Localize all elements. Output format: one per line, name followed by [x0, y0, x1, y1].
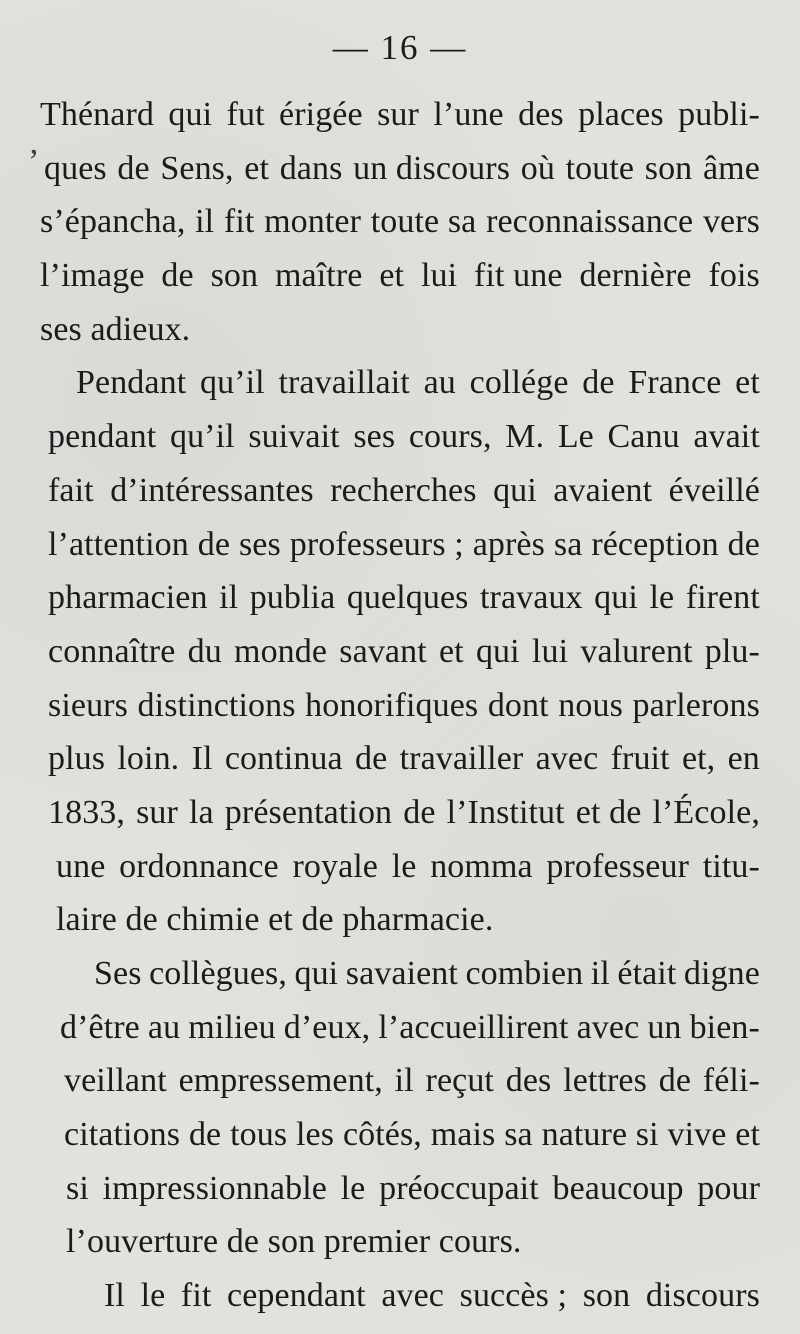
- text-line-9-word-8: de: [727, 525, 760, 563]
- text-line-15-word-6: professeur: [546, 847, 690, 885]
- text-line-13-word-1: plus: [48, 740, 106, 778]
- text-line-5-word-1: ses adieux.: [40, 310, 191, 348]
- text-line-3-word-1: s’épancha,: [40, 203, 186, 241]
- line-4: [40, 249, 760, 303]
- text-line-23-word-3: fit: [180, 1277, 212, 1315]
- page-number: — 16 —: [332, 28, 468, 67]
- text-line-10-word-4: quelques: [346, 579, 469, 617]
- text-line-14-word-8: l’École,: [652, 793, 760, 831]
- text-line-15-word-4: le: [391, 847, 417, 885]
- line-16: [40, 893, 760, 947]
- text-line-18-word-7: un: [647, 1008, 682, 1046]
- text-line-3-word-5: toute sa: [370, 203, 477, 241]
- text-line-13-word-6: travailler: [399, 740, 524, 778]
- text-line-4-word-5: et: [379, 257, 405, 295]
- text-line-21-word-2: impressionnable: [102, 1169, 327, 1207]
- text-line-4-word-7: fit une: [474, 257, 563, 295]
- text-line-23-word-5: avec: [381, 1277, 445, 1315]
- text-line-1-word-3: fut: [226, 96, 265, 133]
- text-line-17-word-2: collègues,: [149, 955, 287, 992]
- line-21: [40, 1162, 760, 1216]
- text-line-20-word-5: côtés,: [342, 1116, 422, 1154]
- text-line-4-word-3: son: [210, 257, 259, 295]
- text-line-20-word-10: et: [735, 1116, 760, 1154]
- text-line-11-word-6: qui: [475, 632, 520, 670]
- text-line-13-word-4: continua: [224, 740, 343, 778]
- text-line-21-word-3: le: [340, 1169, 366, 1207]
- text-line-12-word-1: sieurs: [48, 686, 128, 724]
- line-1: [40, 88, 760, 142]
- text-line-13-word-8: fruit: [610, 740, 670, 778]
- text-line-13-word-10: en: [727, 740, 760, 778]
- text-line-2-word-2: de: [117, 149, 150, 187]
- text-line-16-word-1: laire de chimie et de pharmacie.: [56, 901, 494, 939]
- text-line-6-word-8: et: [735, 364, 760, 402]
- line-18: [40, 1001, 760, 1055]
- text-line-6-word-2: qu’il: [200, 364, 265, 402]
- line-22: [40, 1215, 760, 1269]
- line-8: [40, 464, 760, 518]
- text-line-2-word-1: ques: [44, 149, 107, 187]
- text-line-21-word-5: beaucoup: [552, 1169, 684, 1207]
- line-7: [40, 410, 760, 464]
- line-14: [40, 786, 760, 840]
- text-line-19-word-8: féli-: [702, 1062, 760, 1100]
- text-line-22-word-1: l’ouverture de son premier cours.: [66, 1223, 522, 1261]
- text-line-10-word-2: il: [219, 579, 239, 617]
- text-line-17-word-8: digne: [683, 955, 760, 992]
- text-line-19-word-5: des: [505, 1062, 552, 1100]
- line-23: [40, 1269, 760, 1323]
- text-line-18-word-4: d’eux,: [283, 1008, 371, 1046]
- text-line-2-word-4: et: [244, 149, 270, 187]
- text-line-11-word-4: savant: [339, 632, 427, 670]
- text-line-1-word-6: l’une: [433, 96, 504, 133]
- text-line-17-word-7: était: [617, 955, 677, 992]
- text-line-15-word-5: nomma: [430, 847, 533, 885]
- text-line-17-word-3: qui: [294, 955, 339, 992]
- line-10: [40, 571, 760, 625]
- text-line-14-word-2: sur: [136, 793, 178, 831]
- text-line-1-word-1: Thénard: [40, 96, 154, 133]
- text-line-19-word-3: il: [394, 1062, 414, 1100]
- text-line-9-word-2: de: [197, 525, 231, 563]
- text-line-18-word-3: milieu: [188, 1008, 276, 1046]
- text-line-13-word-2: loin.: [117, 740, 180, 778]
- line-13: [40, 732, 760, 786]
- text-line-19-word-7: de: [658, 1062, 692, 1100]
- text-line-6-word-4: au: [423, 364, 456, 402]
- text-line-4-word-1: l’image: [40, 257, 145, 295]
- text-line-11-word-3: monde: [234, 632, 328, 670]
- text-line-1-word-9: publi-: [678, 96, 760, 133]
- text-line-14-word-3: la: [188, 793, 214, 831]
- text-line-11-word-9: plu-: [704, 632, 760, 670]
- text-line-20-word-6: mais: [430, 1116, 496, 1154]
- line-5: [40, 303, 760, 357]
- text-line-12-word-3: honorifiques: [305, 686, 479, 724]
- text-line-9-word-1: l’attention: [48, 525, 189, 563]
- text-line-12-word-2: distinctions: [137, 686, 296, 724]
- text-line-1-word-2: qui: [168, 96, 213, 133]
- text-line-4-word-8: dernière: [579, 257, 692, 295]
- text-line-7-word-4: ses: [353, 418, 396, 456]
- text-line-6-word-1: Pendant: [76, 364, 187, 402]
- text-line-2-word-8: toute: [565, 149, 635, 187]
- text-line-13-word-9: et,: [681, 740, 716, 778]
- text-line-2-word-3: Sens,: [160, 149, 234, 187]
- text-line-6-word-5: collége: [469, 364, 569, 402]
- line-19: [40, 1054, 760, 1108]
- text-line-7-word-3: suivait: [248, 418, 340, 456]
- line-15: [40, 840, 760, 894]
- line-2: [40, 142, 760, 196]
- text-line-23-word-1: Il: [104, 1277, 125, 1315]
- text-line-12-word-5: nous: [558, 686, 623, 724]
- text-line-19-word-6: lettres: [563, 1062, 647, 1100]
- text-line-3-word-6: reconnaissance: [486, 203, 694, 241]
- text-line-9-word-5: après: [472, 525, 545, 563]
- line-3: [40, 195, 760, 249]
- text-line-3-word-3: fit: [223, 203, 255, 241]
- text-line-7-word-6: M.: [505, 418, 545, 456]
- text-line-7-word-9: avait: [693, 418, 760, 456]
- text-line-8-word-4: qui: [493, 471, 537, 509]
- text-line-3-word-2: il: [195, 203, 215, 241]
- text-line-1-word-8: places: [578, 96, 664, 133]
- text-line-20-word-1: citations: [64, 1116, 181, 1154]
- text-line-4-word-9: fois: [708, 257, 760, 295]
- text-line-10-word-6: qui: [594, 579, 638, 617]
- body-text: [40, 88, 760, 1323]
- text-line-20-word-8: nature si: [541, 1116, 659, 1154]
- text-line-19-word-1: veillant: [64, 1062, 167, 1100]
- text-line-15-word-1: une: [56, 847, 106, 885]
- text-line-15-word-3: royale: [292, 847, 379, 885]
- text-line-2-word-10: âme: [702, 149, 760, 187]
- text-line-11-word-5: et: [438, 632, 464, 670]
- text-line-17-word-5: combien: [465, 955, 584, 992]
- text-line-18-word-5: l’accueillirent: [378, 1008, 569, 1046]
- text-line-18-word-2: au: [147, 1008, 181, 1046]
- text-line-12-word-4: dont: [487, 686, 549, 724]
- text-line-20-word-4: les: [296, 1116, 335, 1154]
- text-line-14-word-1: 1833,: [48, 793, 125, 831]
- text-line-4-word-6: lui: [420, 257, 458, 295]
- text-line-13-word-5: de: [355, 740, 388, 778]
- text-line-6-word-3: travaillait: [278, 364, 410, 402]
- text-line-19-word-4: reçut: [425, 1062, 494, 1100]
- text-line-20-word-2: de: [188, 1116, 222, 1154]
- text-line-8-word-5: avaient: [553, 471, 653, 509]
- text-line-10-word-3: publia: [249, 579, 336, 617]
- text-line-21-word-4: préoccupait: [379, 1169, 539, 1207]
- text-line-23-word-7: son: [582, 1277, 631, 1315]
- text-line-11-word-8: valurent: [580, 632, 693, 670]
- text-line-23-word-6: succès ;: [459, 1277, 568, 1315]
- line-9: [40, 518, 760, 572]
- text-line-1-word-4: érigée: [279, 96, 363, 133]
- text-line-4-word-4: maître: [275, 257, 363, 295]
- text-line-11-word-2: du: [187, 632, 222, 670]
- text-line-18-word-1: d’être: [60, 1008, 140, 1046]
- text-line-10-word-1: pharmacien: [48, 579, 208, 617]
- text-line-2-word-7: où: [520, 149, 555, 187]
- text-line-2-word-6: un discours: [353, 149, 511, 187]
- text-line-2-word-5: dans: [279, 149, 343, 187]
- text-line-6-word-7: France: [628, 364, 722, 402]
- text-line-8-word-6: éveillé: [668, 471, 760, 509]
- text-line-13-word-7: avec: [535, 740, 599, 778]
- text-line-20-word-7: sa: [504, 1116, 533, 1154]
- text-line-23-word-2: le: [140, 1277, 166, 1315]
- text-line-6-word-6: de: [582, 364, 615, 402]
- text-line-3-word-4: monter: [264, 203, 362, 241]
- line-17: [40, 947, 760, 1001]
- text-line-20-word-9: vive: [667, 1116, 727, 1154]
- text-line-7-word-2: qu’il: [169, 418, 235, 456]
- text-line-23-word-4: cependant: [227, 1277, 366, 1315]
- text-line-11-word-7: lui: [531, 632, 569, 670]
- text-line-1-word-5: sur: [377, 96, 419, 133]
- text-line-2-word-9: son: [644, 149, 693, 187]
- text-line-19-word-2: empressement,: [178, 1062, 383, 1100]
- text-line-18-word-6: avec: [576, 1008, 640, 1046]
- text-line-20-word-3: tous: [230, 1116, 288, 1154]
- text-line-9-word-3: ses: [238, 525, 281, 563]
- text-line-9-word-6: sa: [553, 525, 583, 563]
- text-line-21-word-6: pour: [697, 1169, 760, 1207]
- line-20: [40, 1108, 760, 1162]
- line-6: [40, 356, 760, 410]
- text-line-21-word-1: si: [66, 1169, 89, 1207]
- text-line-18-word-8: bien-: [689, 1008, 760, 1046]
- text-line-7-word-7: Le: [557, 418, 594, 456]
- text-line-7-word-5: cours,: [408, 418, 492, 456]
- text-line-17-word-6: il: [590, 955, 610, 992]
- text-line-14-word-6: l’Institut: [446, 793, 565, 831]
- text-line-9-word-4: professeurs ;: [289, 525, 464, 563]
- text-line-10-word-5: travaux: [480, 579, 583, 617]
- text-line-14-word-4: présentation: [224, 793, 393, 831]
- text-line-11-word-1: connaître: [48, 632, 176, 670]
- text-line-10-word-7: le: [649, 579, 675, 617]
- margin-mark: ’: [28, 143, 40, 180]
- line-11: [40, 625, 760, 679]
- text-line-17-word-4: savaient: [345, 955, 458, 992]
- text-line-8-word-3: recherches: [330, 471, 477, 509]
- text-line-17-word-1: Ses: [94, 955, 142, 992]
- text-line-7-word-8: Canu: [607, 418, 680, 456]
- text-line-9-word-7: réception: [591, 525, 719, 563]
- text-line-4-word-2: de: [161, 257, 194, 295]
- text-line-12-word-6: parlerons: [632, 686, 760, 724]
- text-line-3-word-7: vers: [702, 203, 760, 241]
- text-line-7-word-1: pendant: [48, 418, 157, 456]
- line-12: [40, 679, 760, 733]
- text-line-10-word-8: firent: [685, 579, 760, 617]
- text-line-15-word-2: ordonnance: [119, 847, 279, 885]
- text-line-14-word-7: et de: [575, 793, 642, 831]
- text-line-15-word-7: titu-: [702, 847, 760, 885]
- text-line-23-word-8: discours: [645, 1277, 760, 1315]
- text-line-8-word-2: d’intéressantes: [110, 471, 314, 509]
- text-line-13-word-3: Il: [191, 740, 213, 778]
- text-line-14-word-5: de: [403, 793, 436, 831]
- text-line-1-word-7: des: [518, 96, 564, 133]
- text-line-8-word-1: fait: [48, 471, 94, 509]
